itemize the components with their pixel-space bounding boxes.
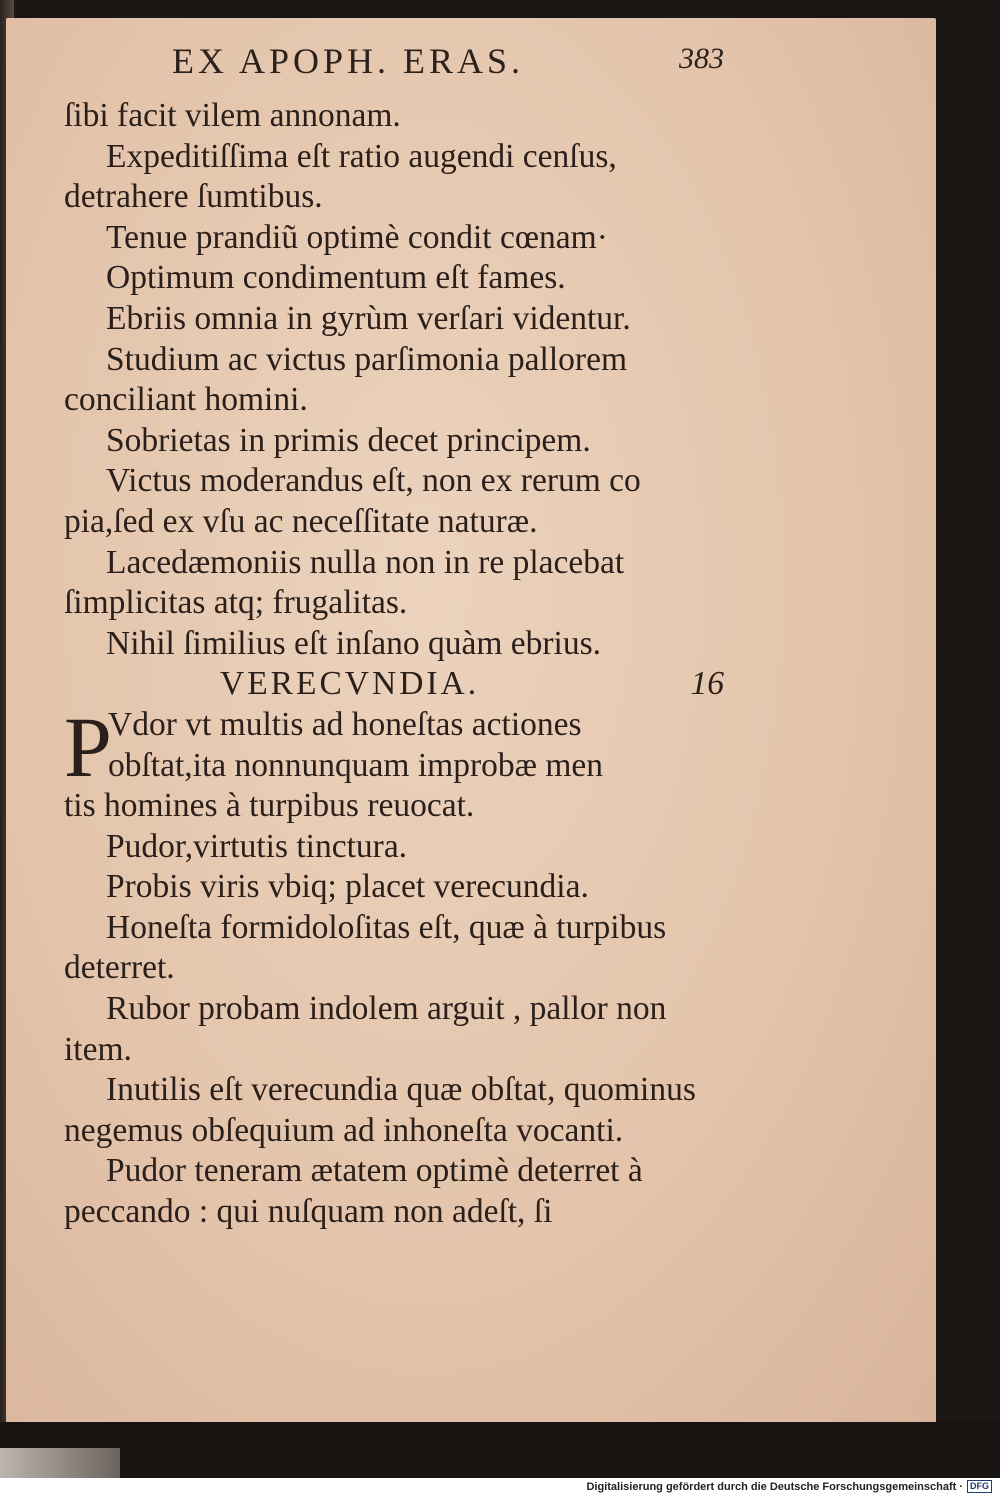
running-title: EX APOPH. ERAS.: [172, 41, 525, 81]
paragraph: Tenue prandiũ optimè condit cœnam·: [106, 218, 608, 256]
paragraph: Sobrietas in primis decet principem.: [106, 421, 591, 459]
digitization-footer: [586, 1480, 992, 1493]
dfg-logo-icon: DFG: [967, 1480, 992, 1493]
scan-bottom-edge: [0, 1422, 1000, 1478]
dropcap-line: obſtat,ita nonnunquam improbæ men: [108, 746, 603, 784]
dropcap-paragraph: [64, 698, 724, 827]
paragraph: Inutilis eſt verecundia quæ obſtat, quominus negemus obſequium ad inhoneſta vocanti.: [64, 1071, 696, 1149]
paragraph: Probis viris vbiq; placet verecundia.: [106, 868, 589, 906]
dropcap-line: Vdor vt multis ad honeſtas actiones: [108, 705, 582, 743]
paragraph: Pudor,virtutis tinctura.: [106, 827, 408, 865]
paragraph: Ebriis omnia in gyrùm verſari videntur.: [106, 299, 631, 337]
section-number: 16: [690, 665, 724, 703]
paragraph: Optimum condimentum eſt fames.: [106, 259, 566, 297]
paragraph: ſibi facit vilem annonam.: [64, 97, 401, 134]
paragraph: Victus moderandus eſt, non ex rerum co pia,ſed ex vſu ac neceſſitate naturæ.: [64, 462, 641, 540]
page-header: [172, 40, 732, 84]
paragraph: Nihil ſimilius eſt inſano quàm ebrius.: [106, 624, 602, 662]
scan-bottom-light: [0, 1448, 120, 1478]
section-title: VERECVNDIA.: [220, 665, 480, 703]
section-heading: [64, 664, 724, 705]
footer-credit: Digitalisierung gefördert durch die Deutsche Forschungsgemeinschaft ·: [586, 1480, 963, 1493]
dropcap-letter: P: [64, 698, 112, 795]
paragraph: Rubor probam indolem arguit , pallor non item.: [64, 990, 667, 1068]
dropcap-line: tis homines à turpibus reuocat.: [64, 787, 475, 825]
paragraph: Pudor teneram ætatem optimè deterret à peccando : qui nuſquam non adeſt, ſi: [64, 1152, 643, 1231]
page-number: 383: [679, 42, 724, 75]
page-body: [64, 96, 724, 1233]
paragraph: Studium ac victus parſimonia pallorem conciliant homini.: [64, 340, 628, 419]
paragraph: Honeſta formidoloſitas eſt, quæ à turpibus deterret.: [64, 908, 667, 987]
paragraph: Expeditiſſima eſt ratio augendi cenſus, detrahere ſumtibus.: [64, 137, 617, 216]
paragraph: Lacedæmoniis nulla non in re placebat ſimplicitas atq; frugalitas.: [64, 543, 625, 622]
